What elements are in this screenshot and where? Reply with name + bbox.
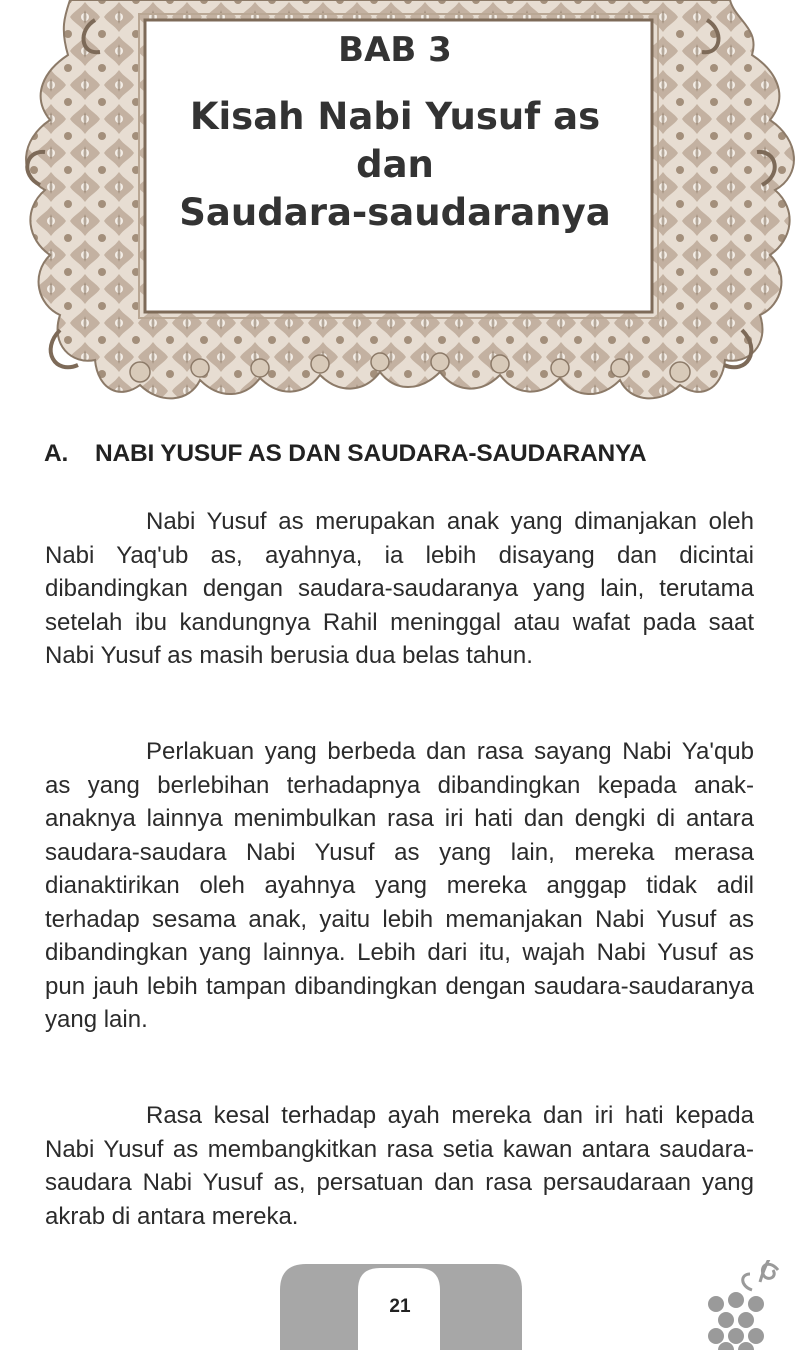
grape-vine-icon — [708, 1260, 802, 1350]
paragraph-3: Rasa kesal terhadap ayah mereka dan iri hati kepada Nabi Yusuf as membangkitkan rasa setia kawan antara saudara-saudara Nabi Yusuf as, persatuan dan rasa persaudaraan yang akrab di antara mereka. — [45, 1102, 754, 1230]
section-heading — [44, 440, 764, 468]
chapter-title-line-2: dan — [356, 143, 434, 186]
chapter-title-line-3: Saudara-saudaranya — [179, 191, 611, 234]
section-heading-text: NABI YUSUF AS DAN SAUDARA-SAUDARANYA — [95, 440, 647, 467]
chapter-name — [145, 93, 645, 237]
page-number: 21 — [389, 1296, 411, 1317]
section-number: A. — [44, 440, 69, 467]
paragraph-2: Perlakuan yang berbeda dan rasa sayang Nabi Ya'qub as yang berlebihan terhadapnya dibandingkan kepada anak-anaknya lainnya menimbulkan rasa iri hati dan dengki di antara saudara-saudara Nabi Yusuf as yang lain, mereka merasa dianaktirikan oleh ayahnya yang mereka anggap tidak adil terhadap sesama anak, yaitu lebih memanjakan Nabi Yusuf as dibandingkan yang lainnya. Lebih dari itu, wajah Nabi Yusuf as pun jauh lebih tampan dibandingkan dengan saudara-saudaranya yang lain. — [45, 738, 754, 1033]
chapter-title-line-1: Kisah Nabi Yusuf as — [189, 95, 601, 138]
chapter-title — [145, 30, 645, 237]
chapter-label: BAB 3 — [338, 30, 452, 70]
paragraph-1: Nabi Yusuf as merupakan anak yang dimanjakan oleh Nabi Yaq'ub as, ayahnya, ia lebih disayang dan dicintai dibandingkan dengan saudara-saudaranya yang lain, terutama setelah ibu kandungnya Rahil meninggal atau wafat pada saat Nabi Yusuf as masih berusia dua belas tahun. — [45, 508, 754, 669]
